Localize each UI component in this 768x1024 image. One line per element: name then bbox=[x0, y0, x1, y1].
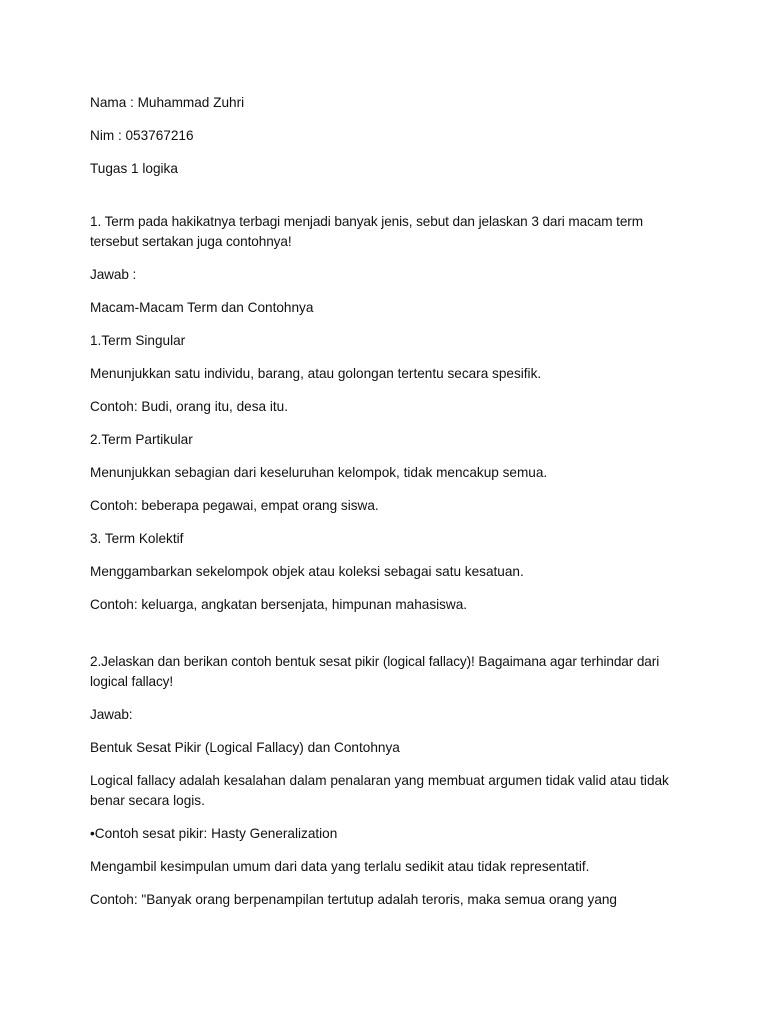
answer-title-1: Macam-Macam Term dan Contohnya bbox=[90, 300, 314, 315]
question-2: 2.Jelaskan dan berikan contoh bentuk sesat pikir (logical fallacy)! Bagaimana agar terhindar dari logical fallacy! bbox=[90, 654, 660, 689]
fallacy-example: Contoh: "Banyak orang berpenampilan tertutup adalah teroris, maka semua orang yang bbox=[90, 892, 617, 907]
fallacy-bullet-description: Mengambil kesimpulan umum dari data yang terlalu sedikit atau tidak representatif. bbox=[90, 859, 590, 874]
answer-label-1: Jawab : bbox=[90, 267, 137, 282]
term-description: Menunjukkan satu individu, barang, atau golongan tertentu secara spesifik. bbox=[90, 366, 542, 381]
document-content bbox=[90, 93, 690, 923]
term-description: Menggambarkan sekelompok objek atau koleksi sebagai satu kesatuan. bbox=[90, 564, 524, 579]
answer-title-2: Bentuk Sesat Pikir (Logical Fallacy) dan Contohnya bbox=[90, 740, 400, 755]
term-example: Contoh: keluarga, angkatan bersenjata, himpunan mahasiswa. bbox=[90, 597, 468, 612]
fallacy-bullet: •Contoh sesat pikir: Hasty Generalization bbox=[90, 826, 338, 841]
question-1: 1. Term pada hakikatnya terbagi menjadi banyak jenis, sebut dan jelaskan 3 dari macam term tersebut sertakan juga contohnya! bbox=[90, 214, 643, 249]
student-nim: Nim : 053767216 bbox=[90, 128, 194, 143]
term-heading: 3. Term Kolektif bbox=[90, 531, 184, 546]
answer-label-2: Jawab: bbox=[90, 707, 133, 722]
term-heading: 1.Term Singular bbox=[90, 333, 186, 348]
spacer bbox=[90, 192, 690, 212]
task-title: Tugas 1 logika bbox=[90, 161, 178, 176]
term-description: Menunjukkan sebagian dari keseluruhan kelompok, tidak mencakup semua. bbox=[90, 465, 548, 480]
spacer bbox=[90, 628, 690, 652]
fallacy-definition: Logical fallacy adalah kesalahan dalam penalaran yang membuat argumen tidak valid atau tidak benar secara logis. bbox=[90, 773, 669, 808]
term-example: Contoh: beberapa pegawai, empat orang siswa. bbox=[90, 498, 379, 513]
term-example: Contoh: Budi, orang itu, desa itu. bbox=[90, 399, 288, 414]
term-heading: 2.Term Partikular bbox=[90, 432, 193, 447]
student-name: Nama : Muhammad Zuhri bbox=[90, 95, 245, 110]
